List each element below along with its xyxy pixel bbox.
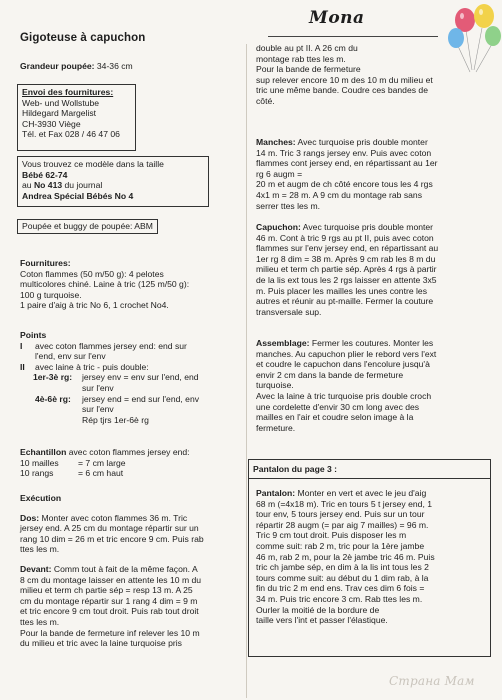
manches-line: 14 m. Tric 3 rangs jersey env. Puis avec coton (256, 147, 432, 158)
points-section (20, 330, 242, 425)
size-value: 34-36 cm (96, 61, 133, 71)
assemblage-line: manches. Au capuchon plier le rebord vers l'ext (256, 348, 437, 359)
fournitures-section (20, 258, 242, 311)
pantalon-divider (249, 478, 490, 479)
brand-rule (268, 36, 438, 37)
intro-line: double au pt II. A 26 cm du (256, 43, 358, 53)
capuchon-line: 46 m. Cont à tric 9 rgs au pt II, puis avec coton (256, 232, 434, 243)
devant-line: du milieu et tric avec la laine turquoise pris (20, 638, 182, 649)
point-row-1-text: sur l'env (82, 382, 114, 393)
size-line (20, 61, 133, 72)
capuchon-line: autres et réunir au pt-maille. Fermer la couture (256, 296, 434, 307)
pantalon-heading: Pantalon du page 3 : (253, 464, 338, 474)
echantillon-heading: Echantillon (20, 447, 67, 457)
supplies-heading: Envoi des fournitures: (22, 87, 114, 97)
dos-line: Monter avec coton flammes 36 m. Tric (39, 512, 188, 523)
model-magazine: Andrea Spécial Bébés No 4 (22, 190, 134, 201)
echantillon-text: avec coton flammes jersey end: (68, 447, 190, 457)
doll-note: Poupée et buggy de poupée: ABM (22, 221, 153, 231)
intro-line: montage rab ttes les m. (256, 53, 346, 64)
pantalon-line: tour env, 5 tours jersey end. Puis sur un tour (256, 509, 425, 520)
fournitures-line: 100 g turquoise. (20, 289, 82, 300)
doll-note-box (17, 219, 158, 234)
points-heading: Points (20, 330, 47, 340)
model-journal: du journal (64, 180, 103, 191)
pantalon-line: Tric 9 cm tout droit. Puis disposer les m (256, 530, 407, 541)
point-row-2 (20, 394, 242, 426)
point-ii (20, 362, 242, 373)
assemblage-section (256, 338, 488, 433)
point-ii-num: II (20, 361, 25, 372)
pantalon-line: fin du tric 2 m end ens. Trav ces dim 6 fois = (256, 583, 425, 594)
manches-line: flammes cont jersey end, en répartissant au 1er (256, 158, 438, 169)
point-row-1-label: 1er-3è rg: (33, 372, 73, 383)
dos-line: rang 10 dim = 26 m et tric encore 9 cm. Puis rab (20, 533, 204, 544)
capuchon-line: Avec turquoise pris double monter (300, 222, 434, 232)
supplies-line: CH-3930 Viège (22, 118, 81, 129)
devant-line: Comm tout à fait de la même façon. A (51, 563, 198, 574)
assemblage-line: mailles en l'air et coudre selon image à la (256, 412, 414, 423)
gauge-value: = 7 cm large (78, 457, 126, 468)
assemblage-line: envir 2 cm dans la bande de fermeture (256, 369, 404, 380)
devant-line: milieu et term ch partie sép = resp 13 m. A 25 (20, 585, 193, 596)
point-row-1-text: jersey env = env sur l'end, end (82, 372, 199, 383)
gauge-row (20, 458, 242, 469)
execution-section (20, 493, 242, 649)
point-row-2-text: jersey end = end sur l'end, env (82, 393, 200, 404)
assemblage-line: Fermer les coutures. Monter les (309, 338, 434, 348)
point-row-1 (20, 372, 242, 393)
assemblage-line: et coudre le capuchon dans l'encolure jusqu'à (256, 359, 430, 370)
strana-mam-logo: Страна Мам (389, 674, 475, 688)
model-journal-line (22, 180, 204, 191)
gauge-key: 10 rangs (20, 468, 54, 479)
intro-line: Pour la bande de fermeture (256, 64, 361, 75)
manches-label: Manches: (256, 137, 296, 147)
devant-line: ttes les m. (20, 616, 60, 627)
gauge-value: = 6 cm haut (78, 468, 124, 479)
fournitures-heading: Fournitures: (20, 258, 71, 268)
pantalon-line: tric ch jambe sép, en dim à la lis int tous les 2 (256, 562, 429, 573)
model-box (17, 156, 209, 207)
intro-line: côté. (256, 95, 275, 106)
manches-line: rg 6 augm = (256, 168, 303, 179)
model-size: Bébé 62-74 (22, 169, 68, 180)
pantalon-line: comme suit: rab 2 m, tric pour la 1ère jambe (256, 540, 425, 551)
fournitures-line: 1 paire d'aig à tric No 6, 1 crochet No4. (20, 300, 169, 311)
manches-line: 4x1 m = 28 m. A 9 cm du montage rab sans (256, 189, 422, 200)
point-i (20, 341, 242, 362)
manches-line: Avec turquoise pris double monter (295, 137, 428, 147)
assemblage-label: Assemblage: (256, 338, 310, 348)
size-label: Grandeur poupée: (20, 61, 95, 71)
point-row-2-text: sur l'env (82, 404, 114, 415)
point-i-text: l'end, env sur l'env (35, 351, 106, 362)
fournitures-line: multicolores chiné. Laine à tric (125 m/50 g): (20, 279, 190, 290)
pantalon-line: tours comme suit: au début du 1 dim rab, à la (256, 572, 429, 583)
point-row-2-text: Rép tjrs 1er-6è rg (82, 414, 149, 425)
fournitures-line: Coton flammes (50 m/50 g): 4 pelotes (20, 268, 164, 279)
manches-line: serrer ttes les m. (256, 200, 320, 211)
devant-line: Pour la bande de fermeture inf relever les 10 m (20, 627, 200, 638)
execution-heading: Exécution (20, 493, 62, 503)
pantalon-line: 34 m. Puis tric encore 3 cm. Rab ttes les m. (256, 593, 423, 604)
intro-line: tric une même bande. Coudre ces bandes de (256, 85, 428, 96)
point-row-2-label: 4è-6è rg: (35, 393, 71, 404)
assemblage-line: fermeture. (256, 422, 296, 433)
capuchon-line: flammes sur l'env jersey end, en répartissant au (256, 243, 439, 254)
capuchon-line: de la lis ext tous les 2 rgs laisser en attente 3x5 (256, 274, 437, 285)
pantalon-line: taille vers l'int et passer l'élastique. (256, 615, 388, 626)
supplies-line: Tél. et Fax 028 / 46 47 06 (22, 129, 120, 140)
pantalon-line: 68 m (=4x18 m). Tric en tours 5 t jersey end, 1 (256, 498, 433, 509)
intro-line: sup relever encore 10 m des 10 m du milieu et (256, 74, 433, 85)
pantalon-line: Ourler la moitié de la bordure de (256, 604, 380, 615)
model-issue: No 413 (33, 180, 63, 191)
capuchon-line: 1er rg 8 dim = 38 m. Après 9 cm rab les 8 m du (256, 253, 436, 264)
capuchon-line: m. Puis placer les mailles les unes contre les (256, 285, 427, 296)
brand-title: Mona (309, 8, 365, 28)
gauge-key: 10 mailles (20, 457, 59, 468)
assemblage-line: Avec la laine à tric turquoise pris double croch (256, 390, 432, 401)
echantillon-section (20, 447, 242, 479)
assemblage-line: turquoise. (256, 380, 294, 391)
devant-line: 8 cm du montage laisser en attente les 10 m du (20, 574, 202, 585)
gauge-row (20, 468, 242, 479)
capuchon-line: transversale sup. (256, 306, 322, 317)
dos-line: ttes les m. (20, 544, 60, 555)
devant-line: et tric encore 9 cm tout droit. Puis rab tout droit (20, 606, 199, 617)
assemblage-line: une cordelette d'envir 30 cm long avec des (256, 401, 420, 412)
model-line: Vous trouvez ce modèle dans la taille (22, 159, 164, 169)
point-ii-text: avec laine à tric - puis double: (35, 361, 149, 372)
pantalon-line: 46 m, rab 2 m, pour la 2è jambe tric 46 m. Puis (256, 551, 435, 562)
manches-section (256, 137, 488, 211)
devant-label: Devant: (20, 563, 52, 574)
capuchon-line: milieu et term ch partie sép. Après 4 rgs à partir (256, 264, 437, 275)
pantalon-label: Pantalon: (256, 488, 296, 498)
pantalon-line: répartir 28 augm (= par aig 7 mailles) = 96 m. (256, 519, 429, 530)
devant-line: cm du montage répartir sur 1 rang 4 dim = 9 m (20, 595, 198, 606)
dos-line: jersey end. A 25 cm du montage répartir sur un (20, 523, 199, 534)
model-au: au (22, 180, 32, 191)
manches-line: 20 m et augm de ch côté encore tous les 4 rgs (256, 179, 433, 190)
pantalon-box (248, 459, 491, 657)
point-i-num: I (20, 340, 23, 351)
capuchon-label: Capuchon: (256, 222, 301, 232)
dos-label: Dos: (20, 512, 40, 523)
pantalon-line: Monter en vert et avec le jeu d'aig (295, 488, 427, 498)
pantalon-body (256, 488, 484, 626)
capuchon-section (256, 222, 488, 317)
point-i-text: avec coton flammes jersey end: end sur (35, 340, 187, 351)
supplies-line: Web- und Wollstube (22, 97, 100, 108)
supplies-line: Hildegard Margelist (22, 108, 97, 119)
supplies-box (17, 84, 136, 151)
page-title: Gigoteuse à capuchon (20, 32, 146, 44)
intro-section (256, 43, 488, 107)
column-separator (246, 44, 247, 698)
